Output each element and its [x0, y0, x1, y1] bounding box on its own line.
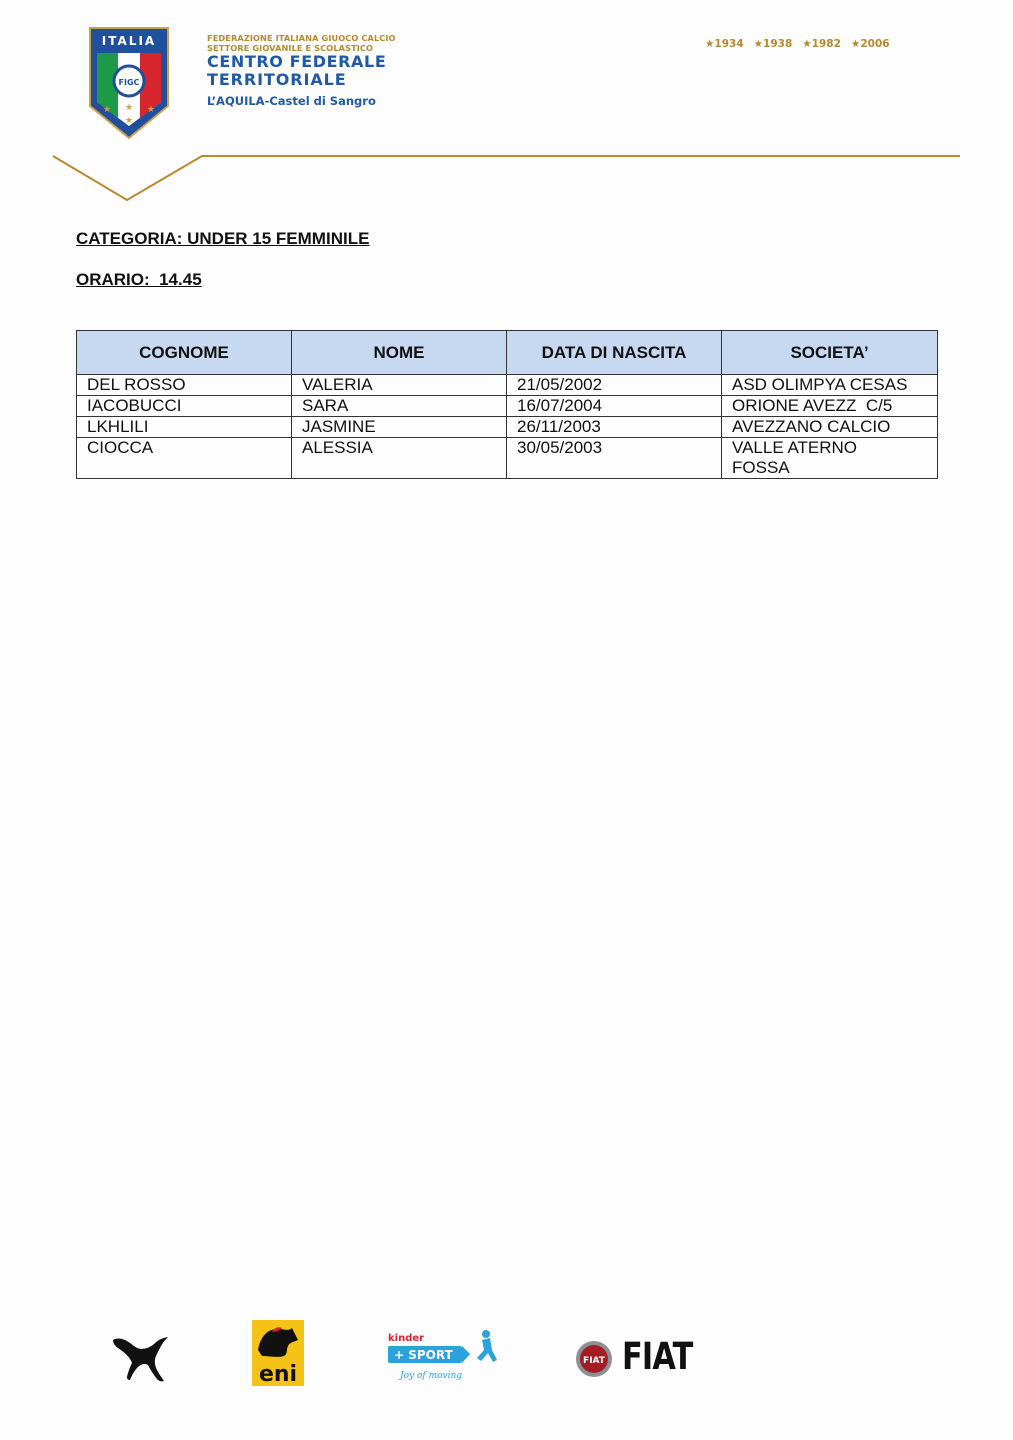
svg-text:★: ★: [102, 104, 112, 114]
kinder-sport-label: + SPORT: [394, 1348, 453, 1362]
svg-text:★: ★: [124, 115, 134, 125]
kinder-tagline: Joy of moving: [400, 1371, 463, 1381]
figc-shield-logo: [88, 26, 170, 140]
cell-birthdate: 30/05/2003: [507, 438, 722, 479]
shield-badge: FIGC: [118, 78, 140, 87]
cell-club: ASD OLIMPYA CESAS: [722, 375, 938, 396]
cell-surname: CIOCCA: [77, 438, 292, 479]
cell-name: SARA: [292, 396, 507, 417]
table-row: [77, 417, 938, 438]
table-row: [77, 375, 938, 396]
org-centre-line1: CENTRO FEDERALE: [207, 52, 387, 71]
column-header-birthdate: DATA DI NASCITA: [507, 331, 722, 375]
year-badge: ★1982: [802, 38, 841, 50]
column-header-surname: COGNOME: [77, 331, 292, 375]
table-row: [77, 396, 938, 417]
fiat-badge-icon: [575, 1340, 613, 1378]
time-heading: ORARIO: 14.45: [76, 270, 202, 289]
org-location: L’AQUILA-Castel di Sangro: [207, 94, 376, 108]
cell-club: VALLE ATERNO FOSSA: [722, 438, 938, 479]
cell-surname: DEL ROSSO: [77, 375, 292, 396]
svg-text:★: ★: [124, 102, 134, 112]
cell-surname: LKHLILI: [77, 417, 292, 438]
org-centre-line2: TERRITORIALE: [207, 70, 347, 89]
column-header-club: SOCIETA’: [722, 331, 938, 375]
kinder-wordmark: kinder: [388, 1333, 425, 1344]
category-heading: CATEGORIA: UNDER 15 FEMMINILE: [76, 229, 370, 248]
shield-title: ITALIA: [101, 34, 157, 48]
svg-text:★: ★: [146, 104, 156, 114]
fiat-badge-text: FIAT: [583, 1356, 605, 1366]
kinder-sport-logo-icon: [386, 1326, 498, 1384]
players-table: [76, 330, 938, 479]
cell-surname: IACOBUCCI: [77, 396, 292, 417]
org-sector: SETTORE GIOVANILE E SCOLASTICO: [207, 43, 374, 53]
column-header-name: NOME: [292, 331, 507, 375]
cell-club: AVEZZANO CALCIO: [722, 417, 938, 438]
year-badge: ★1938: [753, 38, 793, 50]
cell-name: ALESSIA: [292, 438, 507, 479]
year-badge: ★1934: [705, 38, 744, 50]
eni-wordmark: eni: [258, 1362, 298, 1386]
org-federation: FEDERAZIONE ITALIANA GIUOCO CALCIO: [207, 33, 396, 43]
eni-logo-icon: [252, 1320, 304, 1386]
world-cup-years: [705, 38, 890, 50]
year-badge: ★2006: [850, 38, 890, 50]
cell-birthdate: 16/07/2004: [507, 396, 722, 417]
cell-name: JASMINE: [292, 417, 507, 438]
cell-birthdate: 26/11/2003: [507, 417, 722, 438]
cell-name: VALERIA: [292, 375, 507, 396]
cell-club: ORIONE AVEZZ C/5: [722, 396, 938, 417]
fiat-wordmark: FIAT: [622, 1335, 693, 1378]
cell-birthdate: 21/05/2002: [507, 375, 722, 396]
puma-logo-icon: [110, 1332, 172, 1384]
table-header-row: [77, 331, 938, 375]
table-row: [77, 438, 938, 479]
